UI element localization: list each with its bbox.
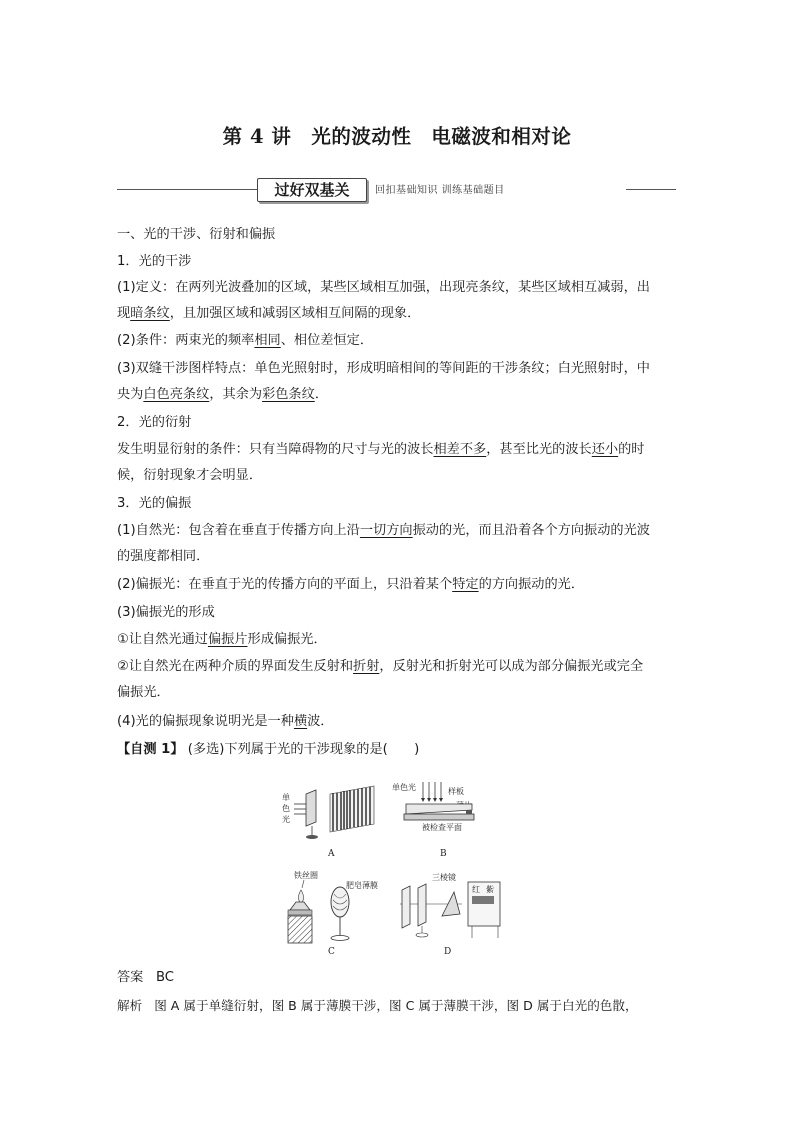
panel-a-caption: A xyxy=(328,849,335,859)
analysis-text: 图 A 属于单缝衍射，图 B 属于薄膜干涉，图 C 属于薄膜干涉，图 D 属于白光的色散， xyxy=(154,998,638,1013)
analysis-label: 解析 xyxy=(117,998,143,1013)
answer-line xyxy=(117,966,174,985)
panel-d-screen-violet: 紫 xyxy=(486,885,494,894)
panel-c-caption: C xyxy=(328,947,335,957)
banner-rule-left xyxy=(117,189,257,190)
panel-b-plate-label: 样板 xyxy=(448,787,464,796)
panel-d-prism-label: 三棱镜 xyxy=(432,873,456,882)
subsection-title-interference: 1．光的干涉 xyxy=(117,254,192,269)
diffraction-text: ，甚至比光的波长 xyxy=(486,442,592,457)
polarized-light-text: 的方向振动的光． xyxy=(478,577,585,592)
polarized-light-text: (2)偏振光：在垂直于光的传播方向的平面上，只沿着某个 xyxy=(117,577,453,592)
section-heading: 一、光的干涉、衍射和偏振 xyxy=(117,227,276,242)
double-slit-text: ． xyxy=(314,387,328,402)
definition-line-1: (1)定义：在两列光波叠加的区域，某些区域相互加强，出现亮条纹，某些区域相互减弱，出 xyxy=(117,280,650,295)
underlined-answer: 横 xyxy=(293,714,308,729)
paragraph-definition xyxy=(117,275,677,327)
subsection-title-polarization: 3．光的偏振 xyxy=(117,496,192,511)
paragraph-double-slit xyxy=(117,356,677,408)
paragraph-formation-title: (3)偏振光的形成 xyxy=(117,605,215,620)
soap-film-ring xyxy=(331,887,349,941)
formation-line-2: 偏振光． xyxy=(117,685,170,700)
panel-b-diagram xyxy=(392,782,474,859)
underlined-answer: 特定 xyxy=(452,577,479,592)
formation-text: 形成偏振光． xyxy=(247,632,327,647)
underlined-answer: 相同 xyxy=(254,333,281,348)
subsection-title-diffraction: 2．光的衍射 xyxy=(117,415,192,430)
panel-a-label-3: 光 xyxy=(282,815,290,824)
underlined-answer: 一切方向 xyxy=(359,523,413,538)
natural-light-text: (1)自然光：包含着在垂直于传播方向上沿 xyxy=(117,523,360,538)
underlined-answer: 白色亮条纹 xyxy=(143,387,210,402)
figure-svg xyxy=(276,778,526,958)
underlined-answer: 彩色条纹 xyxy=(262,387,315,402)
panel-b-light-label: 单色光 xyxy=(392,783,416,792)
panel-b-caption: B xyxy=(440,849,447,859)
double-slit-text: ，其余为 xyxy=(209,387,263,402)
double-slit-line-1: (3)双缝干涉图样特点：单色光照射时，形成明暗相间的等间距的干涉条纹；白光照射时，中 xyxy=(117,361,650,376)
paragraph-formation-1 xyxy=(117,627,677,653)
paragraph-condition xyxy=(117,328,677,354)
paragraph-formation-2 xyxy=(117,654,677,706)
panel-a-label-2: 色 xyxy=(282,804,290,813)
paragraph-transverse-wave xyxy=(117,709,677,735)
transverse-text: 波． xyxy=(307,714,334,729)
formation-text: ，反射光和折射光可以成为部分偏振光或完全 xyxy=(379,659,644,674)
diffraction-text: 的时 xyxy=(618,442,645,457)
natural-light-line-2: 的强度都相同． xyxy=(117,549,210,564)
panel-d-screen-red: 红 xyxy=(472,885,480,894)
underlined-answer: 还小 xyxy=(591,442,619,457)
panel-d-diagram xyxy=(400,872,500,957)
paragraph-polarized-light xyxy=(117,572,677,598)
answer-label: 答案 xyxy=(117,970,144,985)
banner-box xyxy=(257,178,367,202)
question-line xyxy=(117,737,677,763)
panel-c-diagram xyxy=(288,870,378,957)
question-text: (多选)下列属于光的干涉现象的是( ) xyxy=(187,742,420,757)
panel-b-surface-label: 被检查平面 xyxy=(422,823,462,832)
underlined-answer: 折射 xyxy=(353,659,380,674)
banner-rule-right xyxy=(626,189,676,190)
natural-light-text: 振动的光，而且沿着各个方向振动的光波 xyxy=(412,523,650,538)
condition-text: 、相位差恒定． xyxy=(280,333,374,348)
transverse-text: (4)光的偏振现象说明光是一种 xyxy=(117,714,294,729)
section-banner xyxy=(117,178,676,200)
diffraction-line-2: 候，衍射现象才会明显． xyxy=(117,468,263,483)
paragraph-natural-light xyxy=(117,518,677,570)
diffraction-text: 发生明显衍射的条件：只有当障碍物的尺寸与光的波长 xyxy=(117,442,434,457)
definition-text: 现 xyxy=(117,306,131,321)
banner-subtitle: 回扣基础知识 训练基础题目 xyxy=(375,185,505,196)
panel-a-diagram xyxy=(282,786,374,859)
banner-title: 过好双基关 xyxy=(274,181,350,199)
underlined-answer: 暗条纹 xyxy=(130,306,170,321)
panel-c-wire-label: 铁丝圈 xyxy=(294,871,318,880)
panel-c-film-label: 肥皂薄膜 xyxy=(346,881,378,890)
paragraph-diffraction xyxy=(117,437,677,489)
question-figure xyxy=(276,778,526,958)
panel-d-caption: D xyxy=(444,947,452,957)
underlined-answer: 偏振片 xyxy=(207,632,248,647)
formation-text: ①让自然光通过 xyxy=(117,632,208,647)
condition-text: (2)条件：两束光的频率 xyxy=(117,333,255,348)
underlined-answer: 相差不多 xyxy=(433,442,487,457)
panel-a-label-1: 单 xyxy=(282,793,290,802)
page-title: 第 4 讲 光的波动性 电磁波和相对论 xyxy=(222,125,572,148)
double-slit-text: 央为 xyxy=(117,387,144,402)
question-tag: 【自测 1】 xyxy=(117,742,184,757)
formation-text: ②让自然光在两种介质的界面发生反射和 xyxy=(117,659,354,674)
definition-text: ，且加强区域和减弱区域相互间隔的现象． xyxy=(169,306,421,321)
diffraction-pattern xyxy=(330,786,374,832)
analysis-line xyxy=(117,995,638,1014)
answer-value: BC xyxy=(155,970,174,985)
